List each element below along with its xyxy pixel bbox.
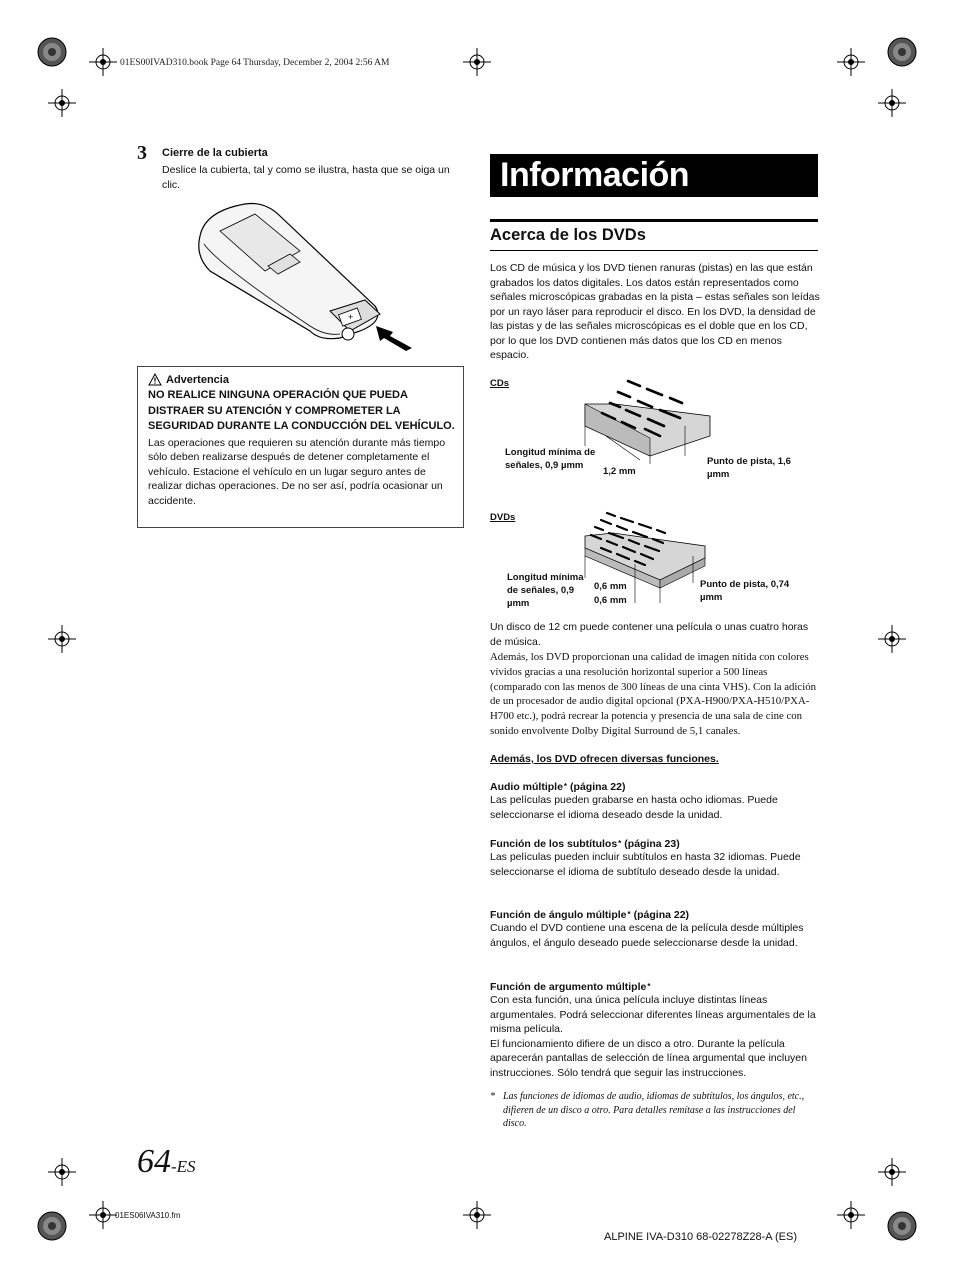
cd-figure-label: CDs (490, 378, 510, 389)
feature-title: Audio múltiple* (página 22) (490, 781, 626, 793)
feature-body: Las películas pueden incluir subtítulos en hasta 32 idiomas. Puede seleccionarse el idioma de subtítulo deseado desde la unidad. (490, 851, 801, 878)
step-number: 3 (137, 142, 147, 164)
dvd-width2-label: 0,6 mm (594, 595, 627, 606)
footer-filename: 01ES06IVA310.fm (115, 1211, 181, 1220)
footnote-mark: * (490, 1091, 495, 1102)
feature-story (490, 981, 820, 1080)
asterisk: * (647, 982, 651, 991)
warning-heading-text: Advertencia (166, 373, 229, 386)
cd-width-label: 1,2 mm (603, 466, 636, 477)
asterisk: * (627, 910, 631, 919)
feature-body: Con esta función, una única película incluye distintas líneas argumentales. Podrá seleccionar diferentes líneas argumentales de la misma película. El funcionamiento difiere de un disco a otro. Durante la película aparecerán pantallas de selección de línea argumental que incluyen instrucciones. Sólo tendrá que seguir las instrucciones. (490, 994, 816, 1079)
asterisk: * (563, 782, 568, 791)
file-header: 01ES00IVAD310.book Page 64 Thursday, December 2, 2004 2:56 AM (120, 58, 390, 68)
disc-paragraph-2: Además, los DVD proporcionan una calidad de imagen nítida con colores vívidos gracias a una resolución horizontal superior a 500 líneas (comparado con las menos de 300 líneas de una cinta VHS). Con la adición de un procesador de audio digital opcional (PXA-H900/PXA-H510/PXA-H700 etc.), podrá recrear la potencia y presencia de una sala de cine con sonido envolvente Dolby Digital Surround de 5,1 canales. (490, 651, 817, 737)
step-body: Deslice la cubierta, tal y como se ilustra, hasta que se oiga un clic. (162, 164, 450, 191)
feature-title: Función de los subtítulos* (página 23) (490, 838, 680, 850)
feature-body: Cuando el DVD contiene una escena de la película desde múltiples ángulos, el ángulo deseado puede seleccionarse desde la unidad. (490, 922, 804, 949)
feature-audio (490, 781, 820, 822)
asterisk: * (618, 839, 622, 848)
intro-paragraph: Los CD de música y los DVD tienen ranuras (pistas) en las que están grabados los datos digitales. Los datos están representados como señales microscópicas grabadas en la pista – estas señales son leídas por un rayo láser para reproducir el disco. En los DVD, la densidad de las pistas y de las señales microscópicas es el doble que en los CD, por lo que los DVD contienen más datos que los CD en menos espacio. (490, 262, 820, 361)
feature-subtitles (490, 838, 820, 879)
warning-caps-text: NO REALICE NINGUNA OPERACIÓN QUE PUEDA DISTRAER SU ATENCIÓN Y COMPROMETER LA SEGURIDAD DURANTE LA CONDUCCIÓN DEL VEHÍCULO. (148, 389, 455, 432)
footer-model: ALPINE IVA-D310 68-02278Z28-A (ES) (604, 1231, 798, 1243)
dvd-pitch-label: Punto de pista, 0,74 µmm (700, 579, 790, 603)
footnote-text: Las funciones de idiomas de audio, idiomas de subtítulos, los ángulos, etc., difieren de un disco a otro. Para detalles remítase a las instrucciones del disco. (503, 1091, 805, 1129)
remote-control-illustration (190, 196, 415, 354)
warning-body-text: Las operaciones que requieren su atención durante más tiempo sólo deben realizarse después de detener completamente el vehículo. Estacione el vehículo en un lugar seguro antes de realizar dichas operaciones. De no ser así, podría ocasionar un accidente. (148, 436, 446, 507)
dvd-width1-label: 0,6 mm (594, 581, 627, 592)
page-number: 64-ES (137, 1143, 196, 1180)
warning-triangle-icon (148, 373, 162, 386)
feature-angle (490, 909, 820, 950)
cd-pitch-label: Punto de pista, 1,6 µmm (707, 456, 791, 480)
step-title: Cierre de la cubierta (162, 147, 268, 159)
feature-body: Las películas pueden grabarse en hasta ocho idiomas. Puede seleccionarse el idioma deseado desde la unidad. (490, 794, 778, 821)
warning-heading (148, 373, 455, 386)
disc-paragraph-1: Un disco de 12 cm puede contener una película o unas cuatro horas de música. (490, 621, 809, 648)
section-title: Acerca de los DVDs (490, 219, 818, 251)
dvd-min-length-label: Longitud mínima de señales, 0,9 µmm (507, 572, 584, 609)
cd-min-length-label: Longitud mínima de señales, 0,9 µmm (505, 447, 596, 471)
warning-box (137, 366, 464, 528)
svg-text:+: + (348, 312, 354, 322)
feature-title: Función de argumento múltiple* (490, 981, 651, 993)
functions-heading: Además, los DVD ofrecen diversas funciones. (490, 753, 719, 765)
dvd-figure-label: DVDs (490, 512, 516, 523)
page-title: Información (490, 154, 818, 197)
feature-title: Función de ángulo múltiple* (página 22) (490, 909, 690, 921)
